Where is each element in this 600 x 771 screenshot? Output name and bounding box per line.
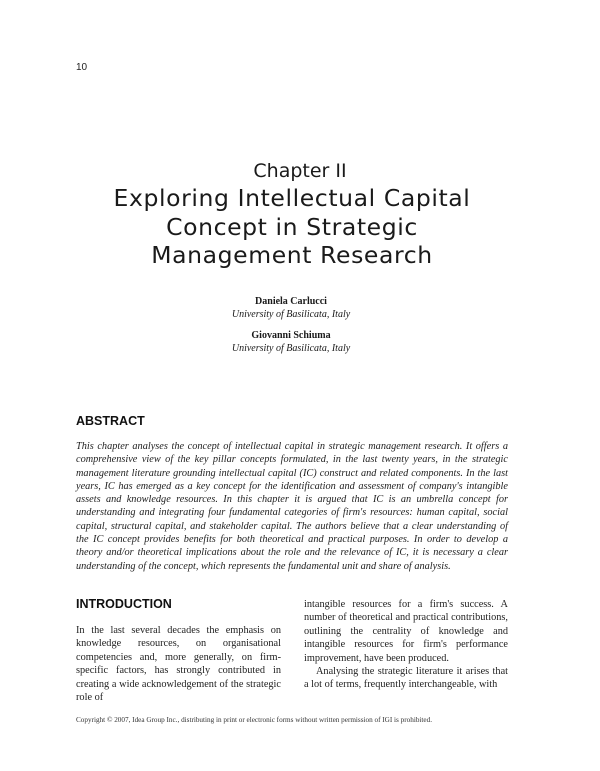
chapter-title-line: Concept in Strategic	[166, 212, 418, 241]
body-column-right	[304, 598, 508, 692]
body-column-left	[76, 624, 281, 704]
copyright-notice: Copyright © 2007, Idea Group Inc., distributing in print or electronic forms without written permission of IGI is prohibited.	[76, 716, 432, 724]
body-paragraph: intangible resources for a firm's success. A number of theoretical and practical contributions, outlining the centrality of knowledge and intangible resources for firm's performance improvement, have been produced.	[304, 599, 508, 664]
page-number: 10	[76, 62, 88, 73]
author-name: Daniela Carlucci	[255, 296, 327, 307]
body-paragraph: Analysing the strategic literature it arises that a lot of terms, frequently interchangeable, with	[304, 666, 508, 691]
abstract-heading: ABSTRACT	[76, 414, 145, 428]
author-name: Giovanni Schiuma	[251, 330, 331, 341]
author-block	[0, 329, 582, 355]
chapter-title	[0, 184, 584, 270]
chapter-title-line: Management Research	[151, 241, 433, 269]
introduction-heading: INTRODUCTION	[76, 597, 172, 611]
chapter-title-line: Exploring Intellectual Capital	[113, 184, 471, 212]
abstract-text: This chapter analyses the concept of intellectual capital in strategic management research. It offers a comprehensive view of the key pillar concepts formulated, in the last twenty years, in the strategic management literature grounding intellectual capital (IC) construct and related components. In the last years, IC has emerged as a key concept for the identification and assessment of company's intangible assets and knowledge resources. In this chapter it is argued that IC is an umbrella concept for understanding and integrating four fundamental categories of firm's resources: human capital, social capital, structural capital, and stakeholder capital. The authors believe that a clear understanding of the IC concept provides benefits for both theoretical and practical purposes. In order to develop a theory and/or theoretical implications about the role and the relevance of IC, it is necessary a clear understanding of the concept, which represents the fundamental unit and share of analysis.	[76, 441, 508, 572]
author-list	[0, 295, 582, 355]
chapter-label: Chapter II	[253, 160, 347, 182]
body-paragraph: In the last several decades the emphasis on knowledge resources, on organisational competencies and, more generally, on firm-specific factors, has strongly contributed in creating a wide acknowledgement of the strategic role of	[76, 625, 281, 704]
author-block	[0, 295, 582, 321]
author-affiliation: University of Basilicata, Italy	[231, 309, 351, 320]
author-affiliation: University of Basilicata, Italy	[231, 343, 351, 354]
